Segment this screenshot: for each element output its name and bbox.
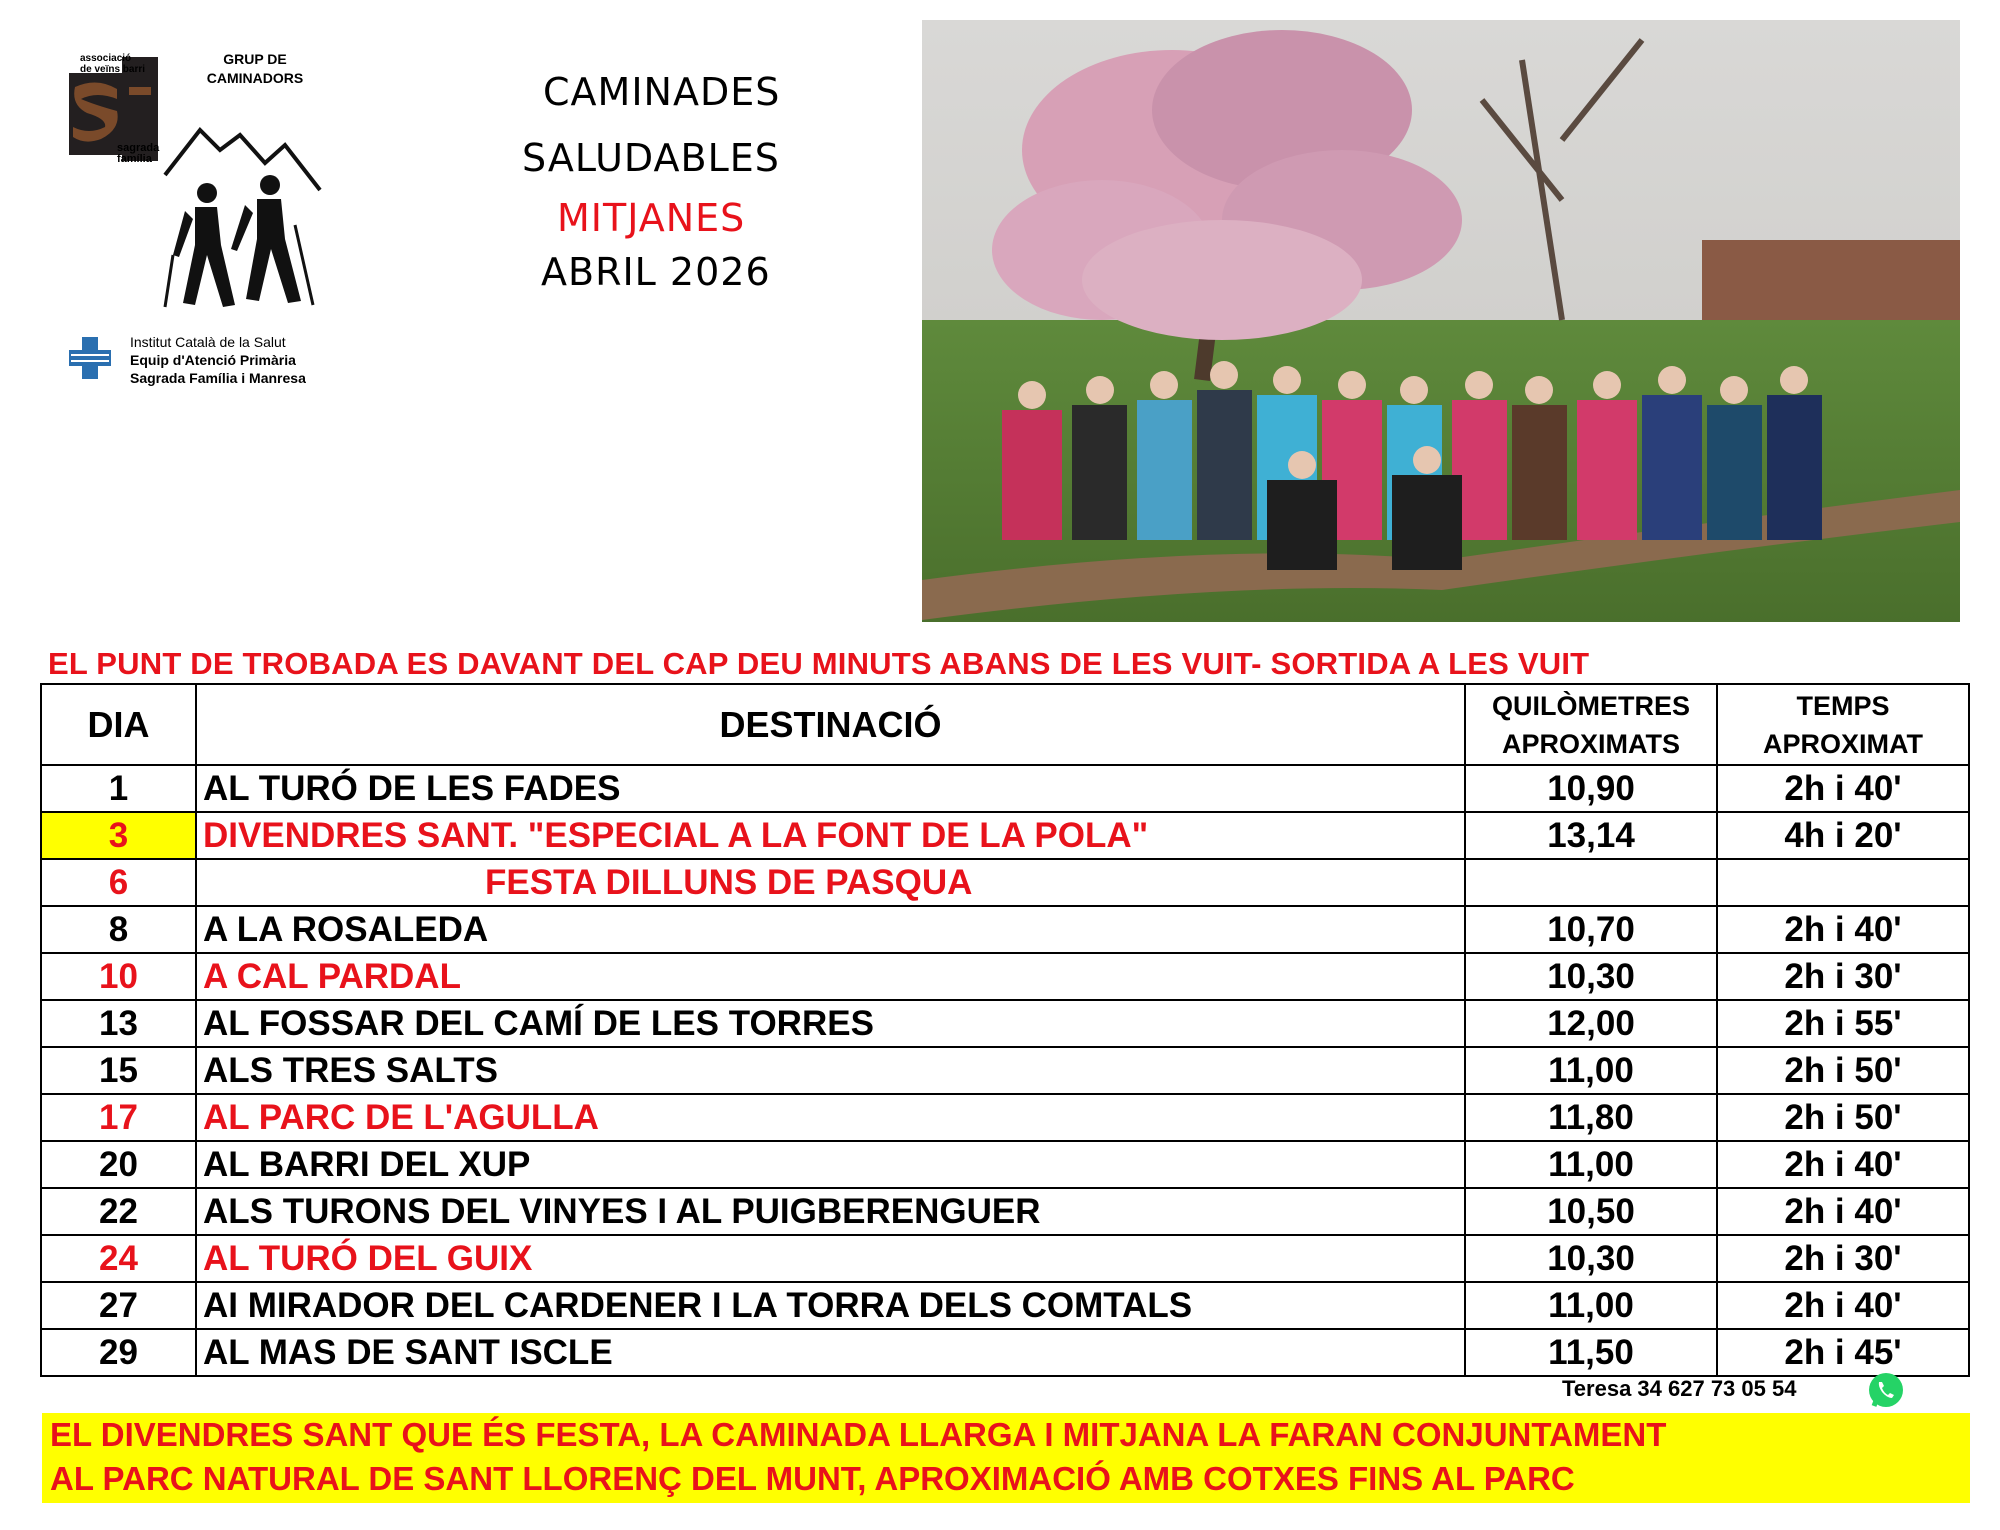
header-destination: DESTINACIÓ — [196, 684, 1465, 765]
table-header-row — [41, 684, 1969, 765]
row-km: 11,00 — [1465, 1047, 1717, 1094]
title-line-3: MITJANES — [557, 196, 746, 240]
logo-group-name: GRUP DE CAMINADORS — [206, 51, 304, 86]
table-row — [41, 1282, 1969, 1329]
row-km: 13,14 — [1465, 812, 1717, 859]
row-day: 3 — [41, 812, 196, 859]
row-destination: AL FOSSAR DEL CAMÍ DE LES TORRES — [196, 1000, 1465, 1047]
header-day: DIA — [41, 684, 196, 765]
row-time: 2h i 40' — [1717, 1282, 1969, 1329]
logo-brand-sub: sagrada família — [117, 142, 160, 165]
table-row — [41, 812, 1969, 859]
row-day: 17 — [41, 1094, 196, 1141]
row-time: 2h i 40' — [1717, 765, 1969, 812]
row-day: 29 — [41, 1329, 196, 1376]
ics-label: Institut Català de la Salut Equip d'Atenció Primària Sagrada Família i Manresa — [130, 334, 306, 386]
row-destination: ALS TURONS DEL VINYES I AL PUIGBERENGUER — [196, 1188, 1465, 1235]
row-day: 10 — [41, 953, 196, 1000]
row-km: 12,00 — [1465, 1000, 1717, 1047]
logo-assoc-text: associació de veïns barri — [80, 53, 146, 75]
row-destination: AL TURÓ DEL GUIX — [196, 1235, 1465, 1282]
row-destination: FESTA DILLUNS DE PASQUA — [196, 859, 1465, 906]
hikers-icon — [145, 115, 345, 315]
row-time: 2h i 55' — [1717, 1000, 1969, 1047]
row-destination: AI MIRADOR DEL CARDENER I LA TORRA DELS COMTALS — [196, 1282, 1465, 1329]
row-time: 2h i 40' — [1717, 906, 1969, 953]
row-day: 13 — [41, 1000, 196, 1047]
table-row — [41, 1047, 1969, 1094]
row-km: 11,80 — [1465, 1094, 1717, 1141]
row-km — [1465, 859, 1717, 906]
row-time: 2h i 50' — [1717, 1047, 1969, 1094]
row-day: 20 — [41, 1141, 196, 1188]
row-time: 4h i 20' — [1717, 812, 1969, 859]
table-row — [41, 1141, 1969, 1188]
row-destination: AL BARRI DEL XUP — [196, 1141, 1465, 1188]
table-row — [41, 1094, 1969, 1141]
group-photo — [922, 20, 1960, 622]
row-day: 6 — [41, 859, 196, 906]
row-day: 15 — [41, 1047, 196, 1094]
table-row — [41, 953, 1969, 1000]
row-destination: ALS TRES SALTS — [196, 1047, 1465, 1094]
row-time: 2h i 40' — [1717, 1188, 1969, 1235]
row-time: 2h i 50' — [1717, 1094, 1969, 1141]
title-line-4: ABRIL 2026 — [541, 250, 771, 294]
table-row — [41, 906, 1969, 953]
health-cross-icon — [67, 335, 113, 381]
holiday-note — [42, 1413, 1970, 1503]
whatsapp-icon[interactable] — [1866, 1370, 1906, 1410]
association-logo — [45, 35, 365, 405]
row-time: 2h i 30' — [1717, 953, 1969, 1000]
row-destination: DIVENDRES SANT. "ESPECIAL A LA FONT DE LA POLA" — [196, 812, 1465, 859]
row-time — [1717, 859, 1969, 906]
row-km: 10,70 — [1465, 906, 1717, 953]
row-day: 22 — [41, 1188, 196, 1235]
row-destination: AL MAS DE SANT ISCLE — [196, 1329, 1465, 1376]
meeting-point-note: EL PUNT DE TROBADA ES DAVANT DEL CAP DEU MINUTS ABANS DE LES VUIT- SORTIDA A LES VUIT — [48, 646, 1590, 681]
row-km: 10,90 — [1465, 765, 1717, 812]
table-row — [41, 1235, 1969, 1282]
schedule-table — [40, 683, 1970, 1377]
row-destination: A CAL PARDAL — [196, 953, 1465, 1000]
row-destination: A LA ROSALEDA — [196, 906, 1465, 953]
row-time: 2h i 30' — [1717, 1235, 1969, 1282]
row-day: 24 — [41, 1235, 196, 1282]
row-km: 11,50 — [1465, 1329, 1717, 1376]
contact-phone[interactable]: Teresa 34 627 73 05 54 — [1562, 1376, 1797, 1401]
row-day: 1 — [41, 765, 196, 812]
row-destination: AL PARC DE L'AGULLA — [196, 1094, 1465, 1141]
holiday-note-line-2: AL PARC NATURAL DE SANT LLORENÇ DEL MUNT, APROXIMACIÓ AMB COTXES FINS AL PARC — [50, 1460, 1575, 1497]
row-time: 2h i 45' — [1717, 1329, 1969, 1376]
table-row — [41, 1188, 1969, 1235]
row-km: 11,00 — [1465, 1282, 1717, 1329]
title-line-2: SALUDABLES — [522, 136, 780, 180]
table-row — [41, 765, 1969, 812]
row-destination: AL TURÓ DE LES FADES — [196, 765, 1465, 812]
row-km: 10,50 — [1465, 1188, 1717, 1235]
header-km: QUILÒMETRES APROXIMATS — [1465, 684, 1717, 765]
holiday-note-line-1: EL DIVENDRES SANT QUE ÉS FESTA, LA CAMINADA LLARGA I MITJANA LA FARAN CONJUNTAMENT — [50, 1416, 1667, 1453]
table-row — [41, 859, 1969, 906]
row-day: 8 — [41, 906, 196, 953]
row-km: 11,00 — [1465, 1141, 1717, 1188]
table-row — [41, 1329, 1969, 1376]
row-day: 27 — [41, 1282, 196, 1329]
header-time: TEMPS APROXIMAT — [1717, 684, 1969, 765]
row-time: 2h i 40' — [1717, 1141, 1969, 1188]
title-line-1: CAMINADES — [543, 70, 781, 114]
row-km: 10,30 — [1465, 1235, 1717, 1282]
table-row — [41, 1000, 1969, 1047]
row-km: 10,30 — [1465, 953, 1717, 1000]
